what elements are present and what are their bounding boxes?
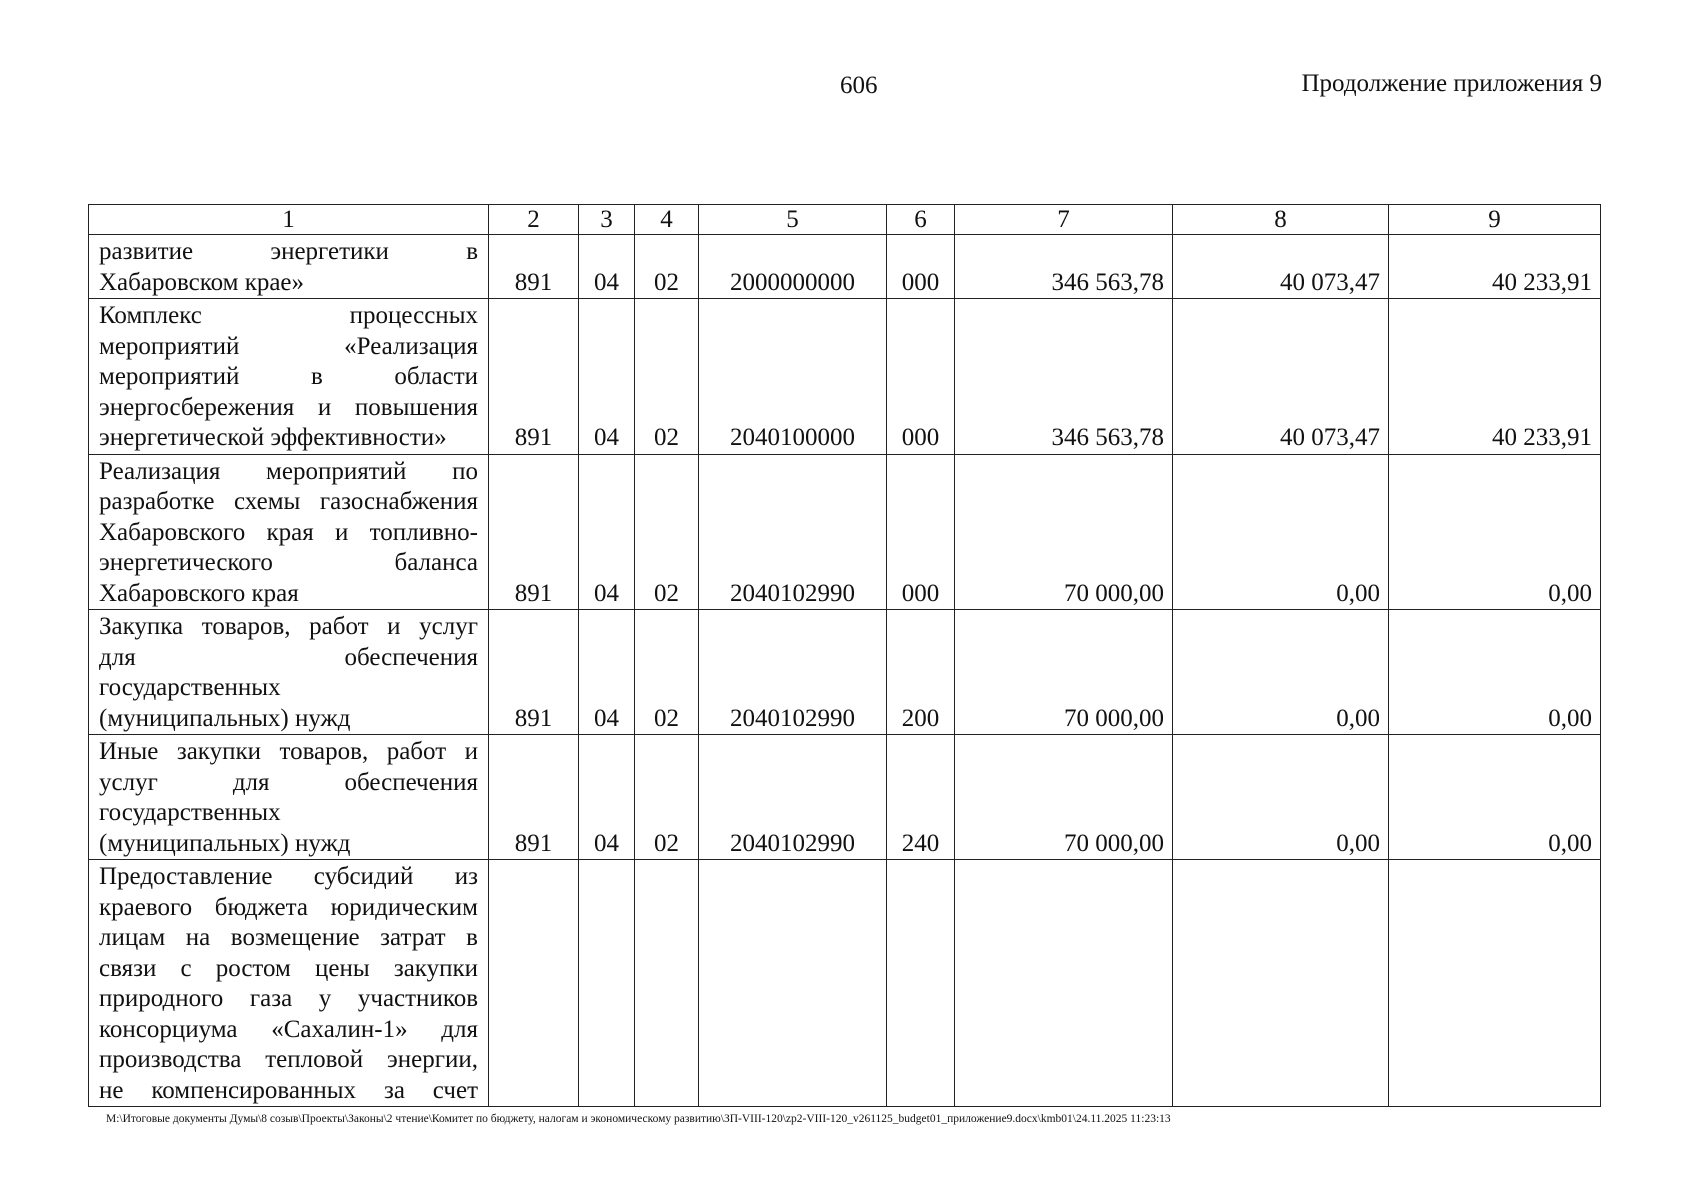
- description-line: Предоставление субсидий из: [99, 863, 478, 890]
- col-7-cell: 70 000,00: [955, 735, 1173, 860]
- col-8-cell: 0,00: [1173, 454, 1389, 610]
- appendix-continuation-title: Продолжение приложения 9: [1301, 70, 1602, 97]
- row-description: [89, 735, 489, 860]
- col-8-cell: 0,00: [1173, 735, 1389, 860]
- col-8-cell: [1173, 860, 1389, 1107]
- col-6-cell: [887, 860, 955, 1107]
- col-4-cell: 02: [635, 735, 699, 860]
- col-8-cell: 40 073,47: [1173, 235, 1389, 299]
- col-9-cell: 40 233,91: [1389, 299, 1601, 455]
- col-9-cell: [1389, 860, 1601, 1107]
- col-7-cell: [955, 860, 1173, 1107]
- col-9-cell: 0,00: [1389, 454, 1601, 610]
- col-7-cell: 70 000,00: [955, 454, 1173, 610]
- description-line: лицам на возмещение затрат в: [99, 924, 478, 951]
- header-cell: 2: [489, 205, 579, 235]
- col-2-cell: 891: [489, 235, 579, 299]
- description-line: Реализация мероприятий по: [99, 457, 478, 485]
- col-6-cell: 000: [887, 299, 955, 455]
- description-line: Комплекс процессных: [99, 302, 478, 329]
- row-description: [89, 299, 489, 455]
- header-cell: 7: [955, 205, 1173, 235]
- col-4-cell: 02: [635, 454, 699, 610]
- description-line: Хабаровского края: [99, 579, 299, 607]
- header-cell: 1: [89, 205, 489, 235]
- col-7-cell: 346 563,78: [955, 235, 1173, 299]
- header-cell: 9: [1389, 205, 1601, 235]
- col-8-cell: 0,00: [1173, 610, 1389, 735]
- table-row: [89, 735, 1601, 860]
- description-line: Закупка товаров, работ и услуг: [99, 613, 478, 640]
- row-description: [89, 454, 489, 610]
- header-cell: 6: [887, 205, 955, 235]
- col-4-cell: 02: [635, 610, 699, 735]
- description-line: консорциума «Сахалин-1» для: [99, 1015, 478, 1043]
- col-2-cell: 891: [489, 299, 579, 455]
- col-3-cell: 04: [579, 454, 635, 610]
- table-row: [89, 860, 1601, 1107]
- table-row: [89, 454, 1601, 610]
- table-row: [89, 235, 1601, 299]
- col-3-cell: 04: [579, 235, 635, 299]
- col-2-cell: [489, 860, 579, 1107]
- col-2-cell: 891: [489, 454, 579, 610]
- description-line: государственных: [99, 674, 281, 701]
- col-6-cell: 240: [887, 735, 955, 860]
- col-9-cell: 40 233,91: [1389, 235, 1601, 299]
- col-7-cell: 346 563,78: [955, 299, 1173, 455]
- document-file-path: M:\Итоговые документы Думы\8 созыв\Проекты\Законы\2 чтение\Комитет по бюджету, налогам и экономическому развитию\ЗП-VIII-120\zp2-VIII-120_v261125_budget01_приложение9.docx\kmb01\24.11.2025 11:23:13: [106, 1113, 1171, 1125]
- description-line: не компенсированных за счет: [99, 1076, 478, 1104]
- col-3-cell: 04: [579, 299, 635, 455]
- description-line: услуг для обеспечения: [99, 768, 478, 796]
- description-line: энергетической эффективности»: [99, 424, 447, 451]
- col-3-cell: 04: [579, 735, 635, 860]
- col-2-cell: 891: [489, 610, 579, 735]
- description-line: мероприятий «Реализация: [99, 332, 478, 360]
- description-line: производства тепловой энергии,: [99, 1046, 478, 1073]
- description-line: (муниципальных) нужд: [99, 829, 351, 857]
- col-8-cell: 40 073,47: [1173, 299, 1389, 455]
- description-line: для обеспечения: [99, 643, 478, 671]
- col-6-cell: 000: [887, 235, 955, 299]
- col-4-cell: 02: [635, 235, 699, 299]
- description-line: мероприятий в области: [99, 363, 478, 390]
- col-5-cell: 2000000000: [699, 235, 887, 299]
- description-line: Хабаровского края и топливно-: [99, 518, 478, 546]
- description-line: краевого бюджета юридическим: [99, 893, 478, 921]
- col-3-cell: [579, 860, 635, 1107]
- col-4-cell: [635, 860, 699, 1107]
- header-cell: 4: [635, 205, 699, 235]
- col-9-cell: 0,00: [1389, 610, 1601, 735]
- budget-table-body: [89, 205, 1601, 1107]
- table-row: [89, 299, 1601, 455]
- col-5-cell: 2040102990: [699, 454, 887, 610]
- row-description: [89, 610, 489, 735]
- description-line: энергосбережения и повышения: [99, 393, 478, 421]
- header-cell: 5: [699, 205, 887, 235]
- description-line: Иные закупки товаров, работ и: [99, 738, 478, 765]
- header-cell: 8: [1173, 205, 1389, 235]
- col-5-cell: [699, 860, 887, 1107]
- header-cell: 3: [579, 205, 635, 235]
- header-row: [89, 205, 1601, 235]
- description-line: Хабаровском крае»: [99, 268, 305, 296]
- budget-table: [88, 204, 1601, 1107]
- page-number: 606: [840, 72, 878, 99]
- description-line: (муниципальных) нужд: [99, 704, 351, 732]
- col-7-cell: 70 000,00: [955, 610, 1173, 735]
- table-row: [89, 610, 1601, 735]
- description-line: энергетического баланса: [99, 549, 478, 576]
- col-5-cell: 2040102990: [699, 735, 887, 860]
- description-line: государственных: [99, 799, 281, 826]
- row-description: [89, 235, 489, 299]
- col-5-cell: 2040100000: [699, 299, 887, 455]
- col-6-cell: 200: [887, 610, 955, 735]
- col-6-cell: 000: [887, 454, 955, 610]
- description-line: разработке схемы газоснабжения: [99, 488, 478, 515]
- col-9-cell: 0,00: [1389, 735, 1601, 860]
- description-line: развитие энергетики в: [99, 238, 478, 265]
- description-line: связи с ростом цены закупки: [99, 954, 478, 982]
- col-4-cell: 02: [635, 299, 699, 455]
- row-description: [89, 860, 489, 1107]
- description-line: природного газа у участников: [99, 985, 478, 1012]
- col-5-cell: 2040102990: [699, 610, 887, 735]
- col-2-cell: 891: [489, 735, 579, 860]
- col-3-cell: 04: [579, 610, 635, 735]
